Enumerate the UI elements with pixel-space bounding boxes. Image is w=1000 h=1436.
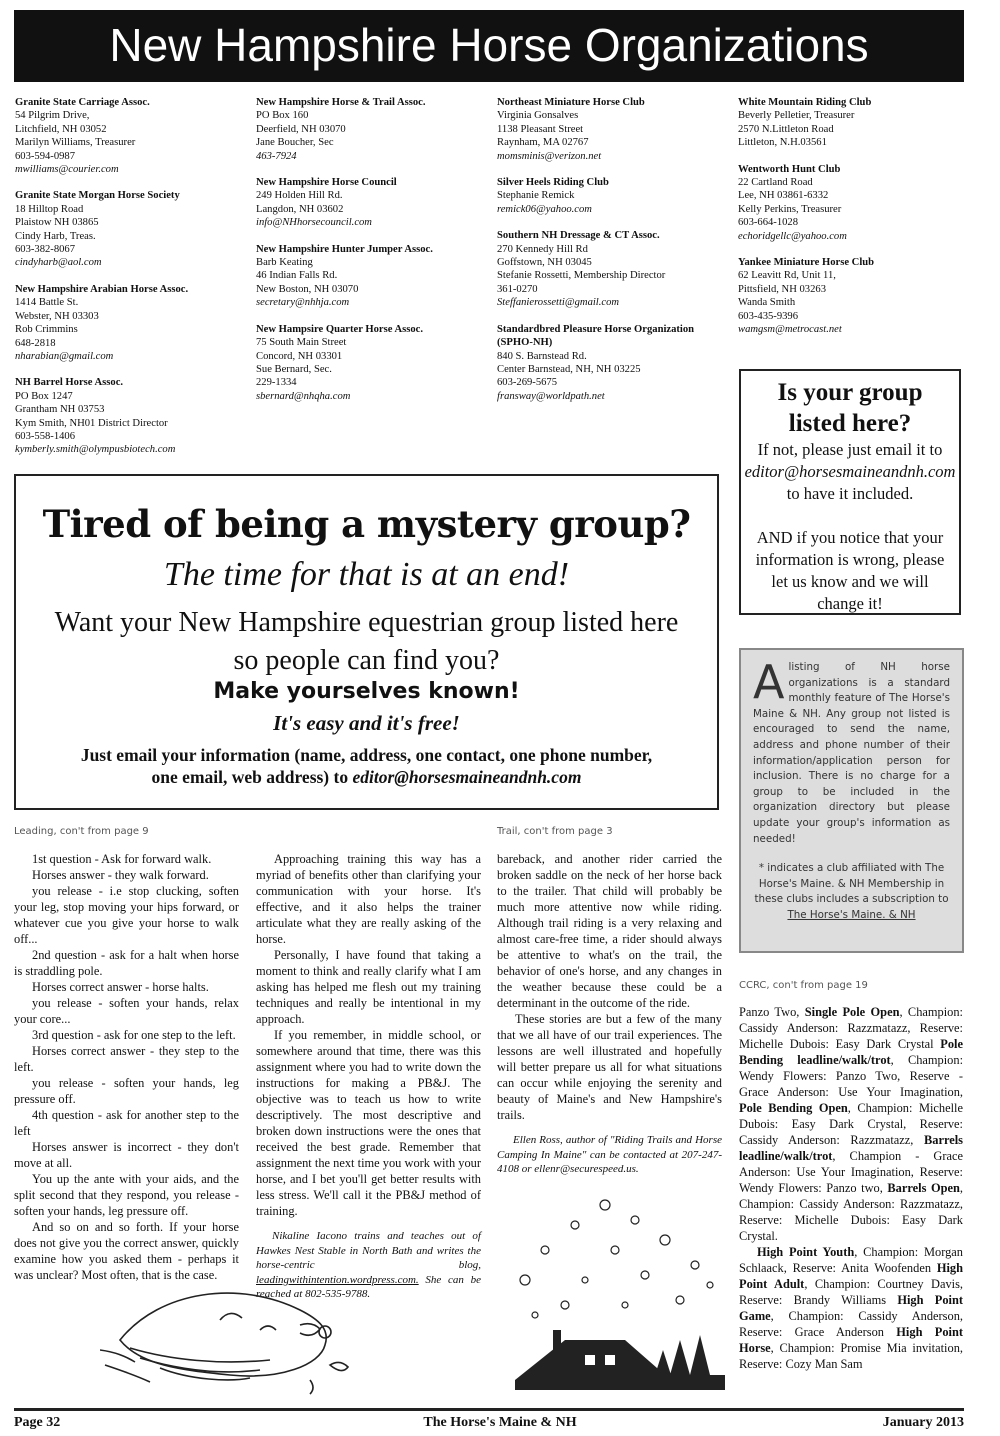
org-entry <box>256 243 486 310</box>
org-detail: 648-2818 <box>15 337 56 349</box>
org-entry <box>738 96 966 150</box>
org-detail: 18 Hilltop Road <box>15 203 84 215</box>
ccrc-class-name: Barrels Open <box>887 1181 960 1195</box>
leading-bio-contact: She can be reached at 802-535-9788. <box>256 1273 481 1300</box>
org-detail: 1414 Battle St. <box>15 297 79 309</box>
org-name: Wentworth Hunt Club <box>738 163 841 175</box>
leading-paragraph-text: Personally, I have found that taking a moment to think and really clarify what I am asking has helped me flesh out my training techniques and really be intentional in my approach. <box>256 948 481 1026</box>
leading-paragraph <box>256 947 481 1027</box>
trail-paragraph: bareback, and another rider carried the broken saddle on the neck of her horse back to the trailer. That child will probably be much more attentive now while riding. Although trail riding is a very relaxing and almost care-free time, a rider should always be attentive to what's on the trail, the behavior of one's horse, and any changes in the weather because these could be a determinant in the outcome of the ride. <box>497 852 722 1010</box>
footer-date: January 2013 <box>882 1415 964 1430</box>
org-detail: Jane Boucher, Sec <box>256 137 334 149</box>
footer-rule <box>14 1408 964 1411</box>
callout-text-2: to have it included. <box>786 484 914 503</box>
org-email[interactable]: nharabian@gmail.com <box>15 350 114 362</box>
leading-paragraph: Horses answer - they walk forward. <box>32 868 209 882</box>
org-entry <box>256 96 486 163</box>
org-detail: 22 Cartland Road <box>738 177 813 189</box>
org-entry <box>738 256 966 336</box>
ad-question-line-1: Want your New Hampshire equestrian group listed here <box>54 607 679 638</box>
org-entry <box>497 229 727 309</box>
trail-article-column <box>497 851 722 1177</box>
ad-instructions <box>16 744 717 788</box>
org-detail: 229-1334 <box>256 377 297 389</box>
leading-paragraph: 3rd question - ask for one step to the left. <box>32 1028 236 1042</box>
leading-paragraph: Horses answer is incorrect - they don't move at all. <box>14 1140 239 1170</box>
leading-paragraph: you release - soften your hands, relax your core... <box>14 996 239 1026</box>
org-detail: Langdon, NH 03602 <box>256 203 344 215</box>
trail-paragraph: These stories are but a few of the many that we all have of our trail experiences. The lessons are well illustrated and hopefully will better prepare us all for what situations can occur while enjoying the serenity and beauty of Maine's and New Hampshire's trails. <box>497 1012 722 1122</box>
ccrc-result-text: Panzo Two, <box>739 1005 805 1019</box>
leading-article-column-1 <box>14 851 239 1283</box>
ccrc-result-text: , Champion: Morgan Schlaack, Reserve: Anita Woofenden <box>739 1245 963 1275</box>
org-name: NH Barrel Horse Assoc. <box>15 377 124 389</box>
leading-paragraph: 1st question - Ask for forward walk. <box>32 852 212 866</box>
ccrc-class-name: High Point Youth <box>757 1245 855 1259</box>
org-detail: Webster, NH 03303 <box>15 310 99 322</box>
wind-face-illustration <box>100 1270 380 1400</box>
org-entry <box>256 176 486 230</box>
mystery-group-ad <box>14 474 719 810</box>
page-title: New Hampshire Horse Organizations <box>109 19 869 71</box>
org-detail: Sue Bernard, Sec. <box>256 363 332 375</box>
ccrc-result-text: , Champion: Cassidy Anderson, Reserve: Grace Anderson <box>739 1309 963 1339</box>
org-email[interactable]: momsminis@verizon.net <box>497 150 602 162</box>
org-name: New Hampshire Horse Council <box>256 177 397 189</box>
leading-paragraph: 2nd question - ask for a halt when horse is straddling pole. <box>14 948 239 978</box>
infobox-text: listing of NH horse organizations is a standard monthly feature of The Horse's Maine & NH. Any group not listed is encouraged to send the name, address and phone number of their information/application person for inclusion. There is no charge for a group to be included in the organization directory but please update your group's information as needed! <box>753 661 950 845</box>
org-entry <box>497 176 727 216</box>
callout-email[interactable]: editor@horsesmaineandnh.com <box>744 462 956 481</box>
ccrc-results-column <box>739 1004 963 1372</box>
trail-author-bio: Ellen Ross, author of "Riding Trails and Horse Camping In Maine" can be contacted at 207-247-4108 or ellenr@securespeed.us. <box>497 1134 722 1175</box>
org-detail: 1138 Pleasant Street <box>497 123 584 135</box>
org-name: Southern NH Dressage & CT Assoc. <box>497 230 660 242</box>
org-detail: Raynham, MA 02767 <box>497 137 589 149</box>
org-detail: 603-664-1028 <box>738 217 799 229</box>
org-name: Yankee Miniature Horse Club <box>738 257 875 269</box>
org-detail: Littleton, N.H.03561 <box>738 137 827 149</box>
org-detail: Goffstown, NH 03045 <box>497 257 592 269</box>
footer-publication: The Horse's Maine & NH <box>423 1415 577 1430</box>
org-detail: Deerfield, NH 03070 <box>256 123 346 135</box>
ad-question-line-2: so people can find you? <box>233 645 500 676</box>
org-name: White Mountain Riding Club <box>738 97 872 108</box>
org-column-4 <box>738 96 966 350</box>
ad-make-known: Make yourselves known! <box>213 679 520 704</box>
org-email[interactable]: kymberly.smith@olympusbiotech.com <box>15 444 176 456</box>
org-entry <box>15 283 245 363</box>
listing-callout-box <box>739 369 961 615</box>
ad-subheadline: The time for that is at an end! <box>163 556 570 593</box>
org-email[interactable]: Steffanierossetti@gmail.com <box>497 297 620 309</box>
org-detail: Plaistow NH 03865 <box>15 217 99 229</box>
org-detail: 54 Pilgrim Drive, <box>15 110 90 122</box>
org-email[interactable]: remick06@yahoo.com <box>497 203 592 215</box>
org-detail: Cindy Harb, Treas. <box>15 230 96 242</box>
snowy-cabin-illustration <box>505 1190 725 1390</box>
org-email[interactable]: sbernard@nhqha.com <box>256 390 351 402</box>
org-name: Northeast Miniature Horse Club <box>497 97 645 108</box>
org-detail: 2570 N.Littleton Road <box>738 123 834 135</box>
org-detail: 603-558-1406 <box>15 430 76 442</box>
org-name: New Hampsire Quarter Horse Assoc. <box>256 323 424 335</box>
org-detail: 249 Holden Hill Rd. <box>256 190 343 202</box>
org-detail: Grantham NH 03753 <box>15 404 105 416</box>
org-entry <box>15 376 245 456</box>
org-detail: Center Barnstead, NH, NH 03225 <box>497 363 641 375</box>
leading-paragraph: you release - soften your hands, leg pressure off. <box>14 1076 239 1106</box>
leading-paragraph: Horses correct answer - they step to the left. <box>14 1044 239 1074</box>
leading-paragraph: you release - i.e stop clucking, soften your leg, stop moving your hips forward, or whatever cue you give your horse to walk off... <box>14 884 239 946</box>
org-entry <box>738 163 966 243</box>
org-detail: PO Box 1247 <box>15 390 73 402</box>
ccrc-class-name: Pole Bending Open <box>739 1101 848 1115</box>
ccrc-result-text: , Champion - Grace Anderson: Use Your Imagination, Reserve: Wendy Flowers: Panzo two, <box>739 1149 963 1195</box>
org-column-1 <box>15 96 245 470</box>
ad-instructions-line-1: Just email your information (name, address, one contact, one phone number, <box>80 745 653 765</box>
leading-paragraph: 4th question - ask for another step to the left <box>14 1108 239 1138</box>
ad-instructions-line-2 <box>16 766 717 788</box>
ccrc-class-name: High Point Horse <box>739 1325 963 1355</box>
org-entry <box>497 96 727 163</box>
leading-continued-label: Leading, con't from page 9 <box>14 826 149 837</box>
ccrc-paragraph <box>739 1004 963 1244</box>
infobox-note-text: * indicates a club affiliated with The Horse's Maine. & NH Membership in these clubs includes a subscription to <box>754 862 949 906</box>
org-column-3 <box>497 96 727 416</box>
leading-article-column-2 <box>256 851 481 1302</box>
ccrc-result-text: , Champion: Michelle Dubois: Easy Dark Crystal, Reserve: Cassidy Anderson: Razzmatazz, <box>739 1101 963 1147</box>
org-detail: 270 Kennedy Hill Rd <box>497 243 588 255</box>
ccrc-result-text: , Champion: Courtney Davis, Reserve: Brandy Williams <box>739 1277 964 1307</box>
org-entry <box>256 323 486 403</box>
leading-bio-text: Nikaline Iacono trains and teaches out of Hawkes Nest Stable in North Bath and writes the horse-centric blog, <box>256 1230 481 1271</box>
org-detail: Litchfield, NH 03052 <box>15 123 107 135</box>
callout-question-line-2: listed here? <box>788 410 912 437</box>
org-detail: Concord, NH 03301 <box>256 350 343 362</box>
org-entry <box>15 96 245 176</box>
org-detail: Lee, NH 03861-6332 <box>738 190 829 202</box>
org-detail: 62 Leavitt Rd, Unit 11, <box>738 270 836 282</box>
org-detail: New Boston, NH 03070 <box>256 283 359 295</box>
leading-paragraph: And so on and so forth. If your horse does not give you the correct answer, quickly examine how you asked them - perhaps it was unclear? Most often, that is the case. <box>14 1220 239 1282</box>
org-name: New Hampshire Horse & Trail Assoc. <box>256 97 426 108</box>
org-detail: Beverly Pelletier, Treasurer <box>738 110 855 122</box>
drop-cap: A <box>753 655 785 709</box>
infobox-note-link[interactable]: The Horse's Maine. & NH <box>787 908 916 921</box>
leading-paragraph: Approaching training this way has a myriad of benefits other than clarifying your communication with your horse. It's effective, and it also helps the trainer articulate what they are really asking of the horse. <box>256 852 481 946</box>
ccrc-class-name: Pole Bending leadline/walk/trot <box>739 1037 963 1067</box>
org-detail: 603-382-8067 <box>15 244 76 256</box>
ccrc-result-text: , Champion: Wendy Flowers: Panzo Two, Reserve - Grace Anderson: Use Your Imagination, <box>739 1053 964 1099</box>
leading-paragraph: You up the ante with your aids, and the split second that they respond, you release - soften your hands, leg pressure off. <box>14 1172 239 1218</box>
org-detail: PO Box 160 <box>256 110 309 122</box>
callout-text-3: AND if you notice that your information is wrong, please let us know and we will change it! <box>755 528 945 613</box>
ccrc-result-text: , Champion: Cassidy Anderson: Razzmatazz, Reserve: Michelle Dubois: Easy Dark Crystal <box>739 1005 964 1051</box>
org-name: Granite State Morgan Horse Society <box>15 190 180 202</box>
org-detail: 603-435-9396 <box>738 310 799 322</box>
org-detail: 840 S. Barnstead Rd. <box>497 350 587 362</box>
org-email[interactable]: info@NHhorsecouncil.com <box>256 217 372 229</box>
org-name: Granite State Carriage Assoc. <box>15 97 150 108</box>
leading-paragraph: If you remember, in middle school, or somewhere around that time, there was this assignment where you had to write down the instructions for making a PB&J. The objective was to teach us how to write descriptively. The most descriptive and broken down instructions were the ones that received the best grade. Remember that assignment the next time you work with your horse, and I bet you'll get better results with less stress. We'll call it the PB&J method of training. <box>256 1028 481 1218</box>
ad-instructions-line-2-text: one email, web address) to <box>151 767 353 787</box>
org-entry <box>15 189 245 269</box>
org-detail: 46 Indian Falls Rd. <box>256 270 338 282</box>
org-detail: 361-0270 <box>497 283 538 295</box>
blog-link[interactable]: leadingwithintention.wordpress.com. <box>256 1273 419 1286</box>
ccrc-class-name: High Point Adult <box>739 1261 963 1291</box>
org-detail: Wanda Smith <box>738 297 796 309</box>
org-email[interactable]: wamgsm@metrocast.net <box>738 324 842 336</box>
ad-headline: Tired of being a mystery group? <box>42 502 691 546</box>
org-email[interactable]: echoridgellc@yahoo.com <box>738 230 847 242</box>
ccrc-class-name: High Point Game <box>739 1293 963 1323</box>
org-detail: 75 South Main Street <box>256 337 347 349</box>
leading-paragraph: Horses correct answer - horse halts. <box>32 980 209 994</box>
org-detail: Barb Keating <box>256 257 313 269</box>
footer-page-number: Page 32 <box>14 1415 61 1430</box>
infobox-note <box>753 861 950 923</box>
listing-info-box <box>739 648 964 953</box>
org-name: Standardbred Pleasure Horse Organization (SPHO-NH) <box>497 323 695 349</box>
ccrc-result-text: , Champion: Promise Mia invitation, Reserve: Cozy Man Sam <box>739 1341 963 1371</box>
org-column-2 <box>256 96 486 416</box>
org-detail: Kym Smith, NH01 District Director <box>15 417 168 429</box>
org-name: New Hampshire Arabian Horse Assoc. <box>15 283 189 295</box>
org-email[interactable]: cindyharb@aol.com <box>15 257 102 269</box>
org-email[interactable]: secretary@nhhja.com <box>256 297 350 309</box>
org-name: Silver Heels Riding Club <box>497 177 609 189</box>
org-detail: Stephanie Remick <box>497 190 575 202</box>
callout-question-line-1: Is your group <box>777 379 923 406</box>
org-detail: Kelly Perkins, Treasurer <box>738 203 842 215</box>
org-detail: 603-594-0987 <box>15 150 76 162</box>
ccrc-paragraph <box>739 1244 963 1372</box>
ccrc-result-text: , Champion: Cassidy Anderson: Razzmatazz, Reserve: Michelle Dubois: Easy Dark Crystal. <box>739 1181 963 1243</box>
org-entry <box>497 323 727 403</box>
org-email[interactable]: mwilliams@courier.com <box>15 164 119 176</box>
org-email[interactable]: fransway@worldpath.net <box>497 390 605 402</box>
ad-email[interactable]: editor@horsesmaineandnh.com <box>352 767 582 787</box>
ccrc-class-name: Single Pole Open <box>804 1005 900 1019</box>
ad-easy-free: It's easy and it's free! <box>273 711 460 735</box>
ad-question <box>16 604 717 680</box>
trail-continued-label: Trail, con't from page 3 <box>497 826 613 837</box>
org-detail: 603-269-5675 <box>497 377 558 389</box>
org-detail: Stefanie Rossetti, Membership Director <box>497 270 666 282</box>
ccrc-class-name: Barrels leadline/walk/trot <box>739 1133 963 1163</box>
org-detail: Marilyn Williams, Treasurer <box>15 137 136 149</box>
org-detail: Virginia Gonsalves <box>497 110 579 122</box>
callout-text-1: If not, please just email it to <box>757 440 943 459</box>
org-email[interactable]: 463-7924 <box>256 150 297 162</box>
org-detail: Pittsfield, NH 03263 <box>738 283 826 295</box>
org-detail: Rob Crimmins <box>15 324 78 336</box>
org-name: New Hampshire Hunter Jumper Assoc. <box>256 243 433 255</box>
ccrc-continued-label: CCRC, con't from page 19 <box>739 980 868 991</box>
